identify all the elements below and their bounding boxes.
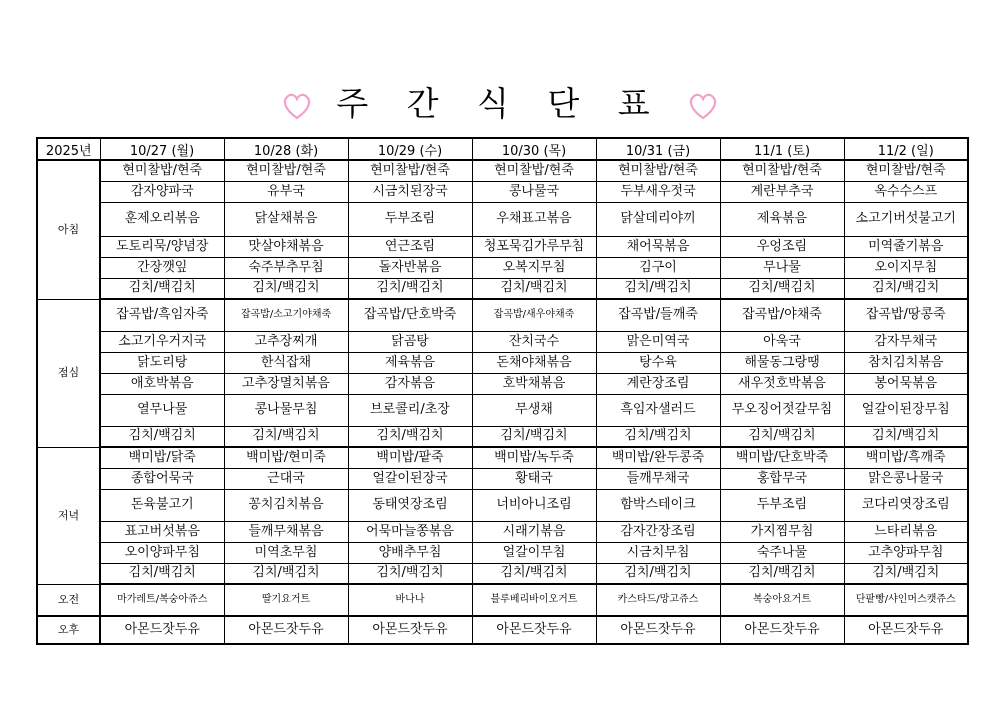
menu-cell: 해물동그랑땡 xyxy=(720,352,844,373)
menu-cell: 우채표고볶음 xyxy=(472,202,596,236)
menu-cell: 참치김치볶음 xyxy=(844,352,968,373)
snack-cell: 아몬드잣두유 xyxy=(596,616,720,644)
meal-row xyxy=(37,257,968,278)
menu-cell: 김치/백김치 xyxy=(224,278,348,299)
meal-label: 저녁 xyxy=(37,447,100,584)
menu-cell: 백미밥/현미죽 xyxy=(224,447,348,468)
menu-cell: 미역초무침 xyxy=(224,542,348,563)
meal-row xyxy=(37,447,968,468)
meal-row xyxy=(37,468,968,489)
menu-cell: 표고버섯볶음 xyxy=(100,521,224,542)
menu-cell: 코다리엿장조림 xyxy=(844,489,968,521)
snack-row xyxy=(37,584,968,616)
menu-cell: 브로콜리/초장 xyxy=(348,394,472,426)
menu-cell: 잡곡밥/새우야채죽 xyxy=(472,299,596,331)
menu-cell: 맑은미역국 xyxy=(596,331,720,352)
menu-cell: 시금치된장국 xyxy=(348,181,472,202)
menu-cell: 양배추무침 xyxy=(348,542,472,563)
menu-cell: 닭살데리야끼 xyxy=(596,202,720,236)
menu-cell: 현미찰밥/현죽 xyxy=(224,160,348,181)
snack-row xyxy=(37,616,968,644)
menu-cell: 두부조림 xyxy=(348,202,472,236)
menu-cell: 감자볶음 xyxy=(348,373,472,394)
meal-label: 아침 xyxy=(37,160,100,299)
menu-cell: 함박스테이크 xyxy=(596,489,720,521)
meal-row xyxy=(37,278,968,299)
meal-label: 점심 xyxy=(37,299,100,447)
menu-cell: 돈육불고기 xyxy=(100,489,224,521)
menu-cell: 돈채야채볶음 xyxy=(472,352,596,373)
menu-cell: 감자양파국 xyxy=(100,181,224,202)
menu-cell: 무나물 xyxy=(720,257,844,278)
menu-cell: 간장깻잎 xyxy=(100,257,224,278)
menu-cell: 제육볶음 xyxy=(348,352,472,373)
snack-cell: 바나나 xyxy=(348,584,472,616)
snack-cell: 복숭아요거트 xyxy=(720,584,844,616)
snack-label: 오전 xyxy=(37,584,100,616)
menu-cell: 무오징어젓갈무침 xyxy=(720,394,844,426)
menu-cell: 백미밥/단호박죽 xyxy=(720,447,844,468)
menu-cell: 시금치무침 xyxy=(596,542,720,563)
menu-cell: 우엉조림 xyxy=(720,236,844,257)
menu-cell: 탕수육 xyxy=(596,352,720,373)
menu-cell: 동태엿장조림 xyxy=(348,489,472,521)
day-header: 10/30 (목) xyxy=(472,138,596,160)
menu-cell: 종합어묵국 xyxy=(100,468,224,489)
weekly-menu-table xyxy=(36,137,969,645)
menu-cell: 고추장찌개 xyxy=(224,331,348,352)
menu-cell: 청포묵김가루무침 xyxy=(472,236,596,257)
menu-cell: 잡곡밥/소고기야채죽 xyxy=(224,299,348,331)
meal-row xyxy=(37,181,968,202)
snack-cell: 마가레트/복숭아쥬스 xyxy=(100,584,224,616)
menu-cell: 현미찰밥/현죽 xyxy=(348,160,472,181)
menu-cell: 아욱국 xyxy=(720,331,844,352)
menu-cell: 콩나물무침 xyxy=(224,394,348,426)
menu-cell: 김치/백김치 xyxy=(596,278,720,299)
menu-cell: 백미밥/흑깨죽 xyxy=(844,447,968,468)
menu-cell: 콩나물국 xyxy=(472,181,596,202)
menu-cell: 들깨무채볶음 xyxy=(224,521,348,542)
day-header: 10/29 (수) xyxy=(348,138,472,160)
menu-cell: 채어묵볶음 xyxy=(596,236,720,257)
menu-cell: 닭곰탕 xyxy=(348,331,472,352)
menu-cell: 맛살야채볶음 xyxy=(224,236,348,257)
meal-row xyxy=(37,563,968,584)
meal-row xyxy=(37,373,968,394)
menu-cell: 미역줄기볶음 xyxy=(844,236,968,257)
menu-cell: 도토리묵/양념장 xyxy=(100,236,224,257)
menu-cell: 현미찰밥/현죽 xyxy=(844,160,968,181)
menu-cell: 김치/백김치 xyxy=(844,563,968,584)
heart-icon xyxy=(282,84,312,124)
menu-cell: 김치/백김치 xyxy=(472,426,596,447)
menu-cell: 홍합무국 xyxy=(720,468,844,489)
menu-cell: 잡곡밥/땅콩죽 xyxy=(844,299,968,331)
menu-cell: 김치/백김치 xyxy=(100,563,224,584)
menu-cell: 김치/백김치 xyxy=(348,278,472,299)
menu-cell: 잡곡밥/흑임자죽 xyxy=(100,299,224,331)
snack-cell: 아몬드잣두유 xyxy=(100,616,224,644)
menu-cell: 제육볶음 xyxy=(720,202,844,236)
meal-row xyxy=(37,236,968,257)
snack-cell: 아몬드잣두유 xyxy=(844,616,968,644)
menu-cell: 얼갈이무침 xyxy=(472,542,596,563)
page-title xyxy=(0,78,1000,125)
menu-cell: 열무나물 xyxy=(100,394,224,426)
menu-cell: 맑은콩나물국 xyxy=(844,468,968,489)
menu-cell: 김치/백김치 xyxy=(720,426,844,447)
menu-cell: 오이양파무침 xyxy=(100,542,224,563)
menu-cell: 김치/백김치 xyxy=(596,426,720,447)
menu-cell: 어묵마늘쫑볶음 xyxy=(348,521,472,542)
meal-row xyxy=(37,426,968,447)
menu-cell: 잡곡밥/단호박죽 xyxy=(348,299,472,331)
menu-cell: 김치/백김치 xyxy=(844,426,968,447)
menu-cell: 애호박볶음 xyxy=(100,373,224,394)
menu-cell: 현미찰밥/현죽 xyxy=(720,160,844,181)
menu-cell: 봉어묵볶음 xyxy=(844,373,968,394)
menu-cell: 백미밥/녹두죽 xyxy=(472,447,596,468)
menu-cell: 연근조림 xyxy=(348,236,472,257)
meal-row xyxy=(37,299,968,331)
meal-row xyxy=(37,160,968,181)
day-header: 10/27 (월) xyxy=(100,138,224,160)
menu-cell: 돌자반볶음 xyxy=(348,257,472,278)
menu-cell: 김치/백김치 xyxy=(348,426,472,447)
menu-cell: 훈제오리볶음 xyxy=(100,202,224,236)
snack-cell: 카스타드/망고쥬스 xyxy=(596,584,720,616)
menu-cell: 김치/백김치 xyxy=(100,278,224,299)
menu-cell: 유부국 xyxy=(224,181,348,202)
menu-cell: 얼갈이된장무침 xyxy=(844,394,968,426)
menu-cell: 김치/백김치 xyxy=(472,563,596,584)
meal-row xyxy=(37,202,968,236)
menu-cell: 느타리볶음 xyxy=(844,521,968,542)
menu-cell: 고추장멸치볶음 xyxy=(224,373,348,394)
menu-cell: 고추양파무침 xyxy=(844,542,968,563)
menu-cell: 김치/백김치 xyxy=(844,278,968,299)
day-header: 11/2 (일) xyxy=(844,138,968,160)
menu-cell: 김치/백김치 xyxy=(348,563,472,584)
menu-cell: 김치/백김치 xyxy=(720,563,844,584)
menu-cell: 무생채 xyxy=(472,394,596,426)
menu-cell: 계란장조림 xyxy=(596,373,720,394)
snack-cell: 아몬드잣두유 xyxy=(720,616,844,644)
menu-cell: 너비아니조림 xyxy=(472,489,596,521)
snack-cell: 단팥빵/샤인머스캣쥬스 xyxy=(844,584,968,616)
menu-cell: 얼갈이된장국 xyxy=(348,468,472,489)
year-header: 2025년 xyxy=(37,138,100,160)
menu-cell: 소고기우거지국 xyxy=(100,331,224,352)
snack-label: 오후 xyxy=(37,616,100,644)
menu-cell: 두부조림 xyxy=(720,489,844,521)
menu-cell: 시래기볶음 xyxy=(472,521,596,542)
menu-cell: 백미밥/완두콩죽 xyxy=(596,447,720,468)
menu-cell: 오이지무침 xyxy=(844,257,968,278)
menu-cell: 김치/백김치 xyxy=(224,563,348,584)
meal-row xyxy=(37,542,968,563)
menu-cell: 백미밥/닭죽 xyxy=(100,447,224,468)
snack-cell: 딸기요거트 xyxy=(224,584,348,616)
menu-cell: 오복지무침 xyxy=(472,257,596,278)
day-header: 10/28 (화) xyxy=(224,138,348,160)
snack-cell: 아몬드잣두유 xyxy=(472,616,596,644)
meal-row xyxy=(37,394,968,426)
menu-cell: 새우젓호박볶음 xyxy=(720,373,844,394)
menu-cell: 들깨무채국 xyxy=(596,468,720,489)
menu-cell: 김치/백김치 xyxy=(596,563,720,584)
menu-cell: 황태국 xyxy=(472,468,596,489)
menu-cell: 백미밥/팥죽 xyxy=(348,447,472,468)
menu-cell: 두부새우젓국 xyxy=(596,181,720,202)
menu-cell: 계란부추국 xyxy=(720,181,844,202)
menu-cell: 김구이 xyxy=(596,257,720,278)
menu-cell: 김치/백김치 xyxy=(224,426,348,447)
menu-cell: 감자무채국 xyxy=(844,331,968,352)
menu-cell: 호박채볶음 xyxy=(472,373,596,394)
menu-cell: 옥수수스프 xyxy=(844,181,968,202)
snack-cell: 아몬드잣두유 xyxy=(348,616,472,644)
meal-row xyxy=(37,489,968,521)
header-row xyxy=(37,138,968,160)
menu-cell: 잔치국수 xyxy=(472,331,596,352)
menu-cell: 숙주나물 xyxy=(720,542,844,563)
day-header: 10/31 (금) xyxy=(596,138,720,160)
title-text: 주 간 식 단 표 xyxy=(336,84,664,123)
menu-cell: 가지찜무침 xyxy=(720,521,844,542)
snack-cell: 아몬드잣두유 xyxy=(224,616,348,644)
meal-row xyxy=(37,331,968,352)
menu-cell: 김치/백김치 xyxy=(472,278,596,299)
snack-cell: 블루베리바이오거트 xyxy=(472,584,596,616)
menu-cell: 감자간장조림 xyxy=(596,521,720,542)
menu-cell: 한식잡채 xyxy=(224,352,348,373)
menu-cell: 숙주부추무침 xyxy=(224,257,348,278)
menu-cell: 김치/백김치 xyxy=(100,426,224,447)
menu-cell: 김치/백김치 xyxy=(720,278,844,299)
menu-cell: 근대국 xyxy=(224,468,348,489)
meal-row xyxy=(37,352,968,373)
menu-cell: 흑임자샐러드 xyxy=(596,394,720,426)
menu-cell: 현미찰밥/현죽 xyxy=(596,160,720,181)
meal-row xyxy=(37,521,968,542)
menu-cell: 닭살채볶음 xyxy=(224,202,348,236)
menu-cell: 잡곡밥/들깨죽 xyxy=(596,299,720,331)
menu-cell: 현미찰밥/현죽 xyxy=(100,160,224,181)
menu-cell: 소고기버섯불고기 xyxy=(844,202,968,236)
menu-cell: 꽁치김치볶음 xyxy=(224,489,348,521)
day-header: 11/1 (토) xyxy=(720,138,844,160)
menu-cell: 현미찰밥/현죽 xyxy=(472,160,596,181)
heart-icon xyxy=(688,84,718,124)
menu-cell: 닭도리탕 xyxy=(100,352,224,373)
menu-cell: 잡곡밥/야채죽 xyxy=(720,299,844,331)
